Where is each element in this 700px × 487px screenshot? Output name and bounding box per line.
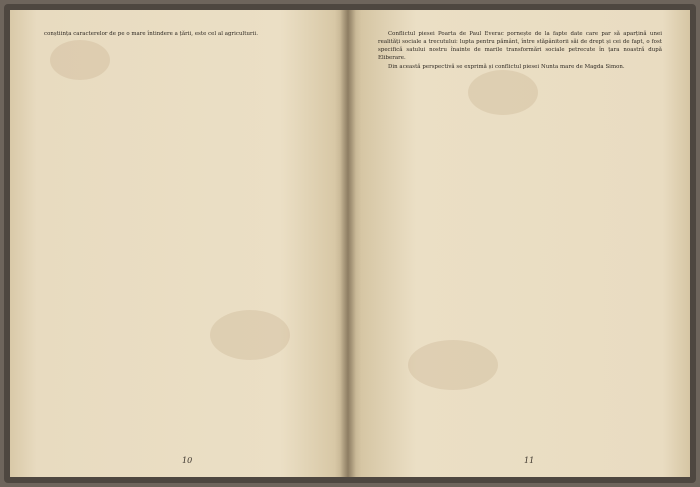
left-paragraph-1: conștiința caracterelor de pe o mare întindere a țării, este cel al agriculturii. bbox=[44, 31, 258, 37]
left-page-number: 10 bbox=[182, 456, 193, 465]
open-book bbox=[4, 4, 696, 483]
right-page-text bbox=[378, 30, 662, 71]
left-page-text bbox=[34, 30, 314, 38]
right-page-number: 11 bbox=[524, 456, 535, 465]
left-page bbox=[10, 10, 348, 477]
right-page bbox=[348, 10, 690, 477]
right-paragraph-5: Din această perspectivă se exprimă și conflictul piesei Nunta mare de Magda Simon. bbox=[388, 63, 625, 70]
right-paragraph-1: Conflictul piesei Poarta de Paul Everac pornește de la fapte date care par să aparțină unei realități sociale a trecutului: lupta pentru pământ, între stăpânitorii săi de drept și cei de fapt, o fost specifică satului nostru înainte de marile transformări sociale petrecute în țara noastră după Eliberare. bbox=[378, 31, 662, 62]
